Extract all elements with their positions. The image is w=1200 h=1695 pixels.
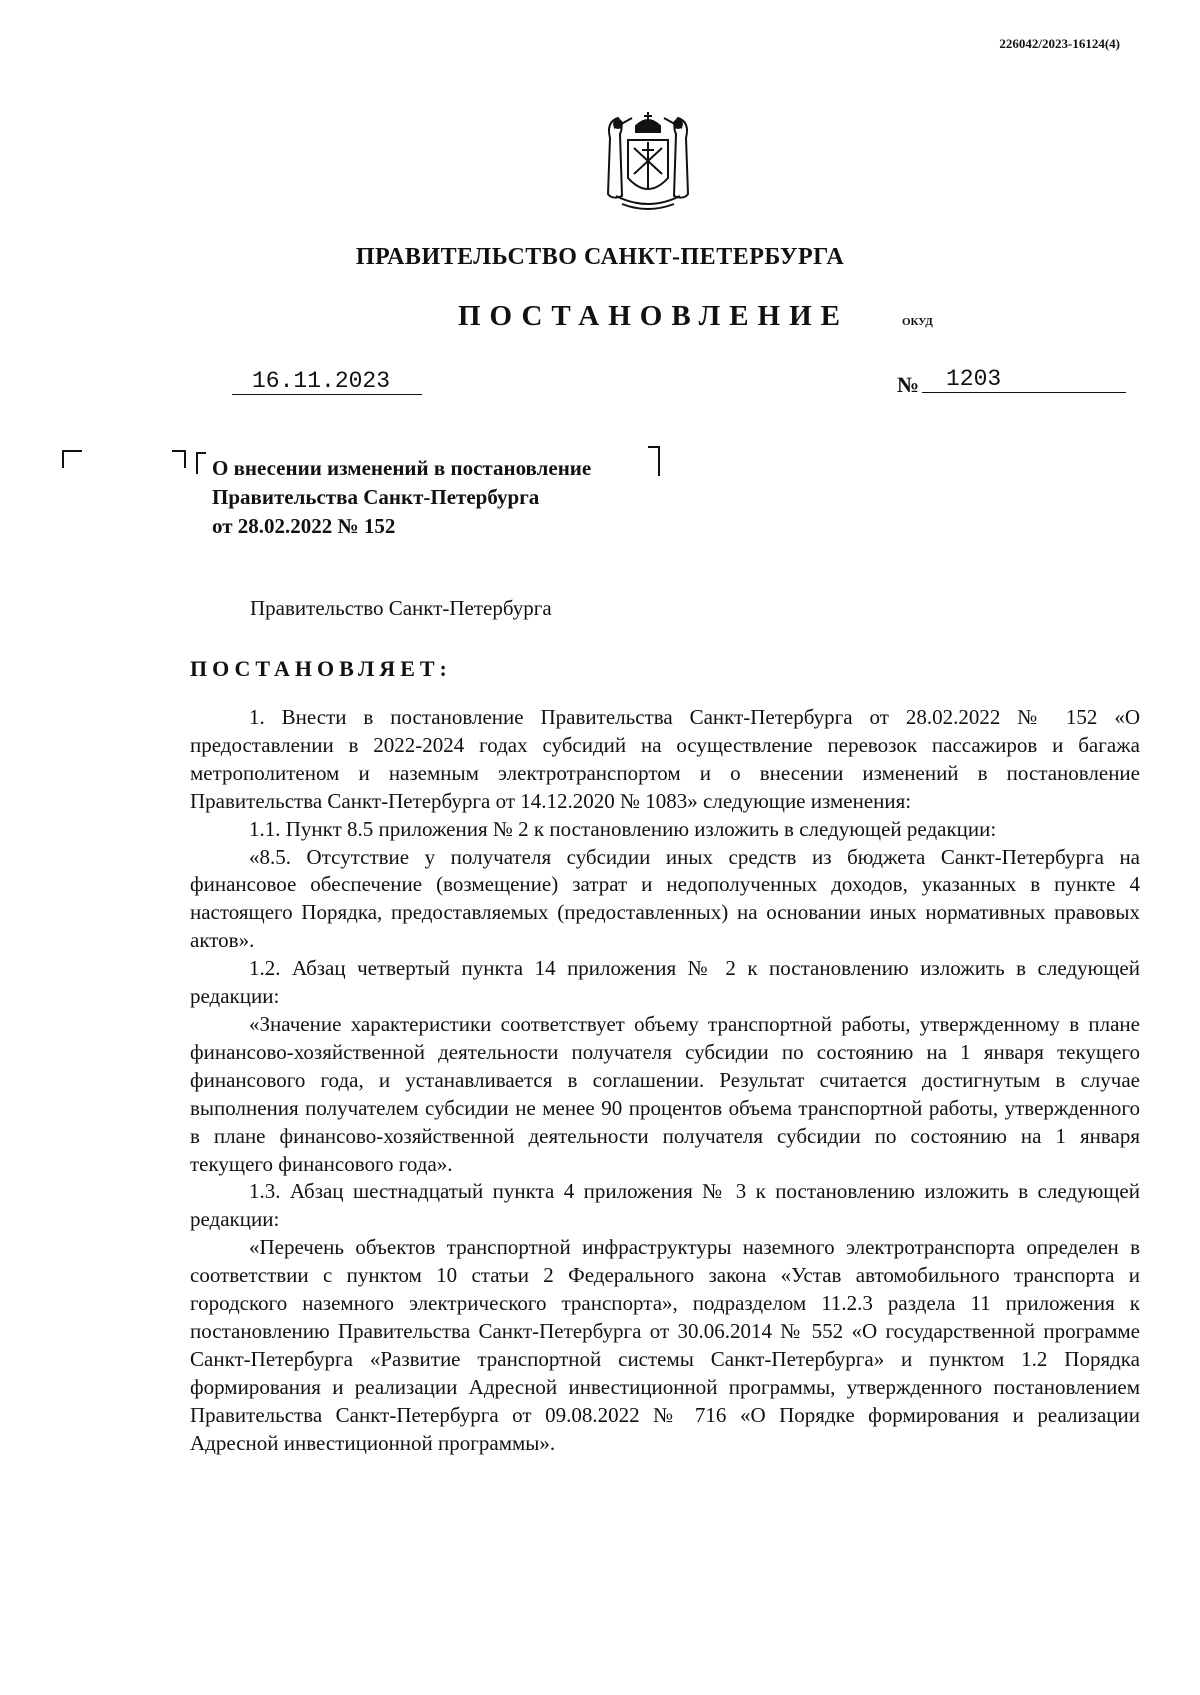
issuing-authority: ПРАВИТЕЛЬСТВО САНКТ-ПЕТЕРБУРГА [355, 244, 845, 270]
paragraph: 1.1. Пункт 8.5 приложения № 2 к постановлению изложить в следующей редакции: [249, 816, 997, 841]
paragraph: 1. Внести в постановление Правительства Санкт-Петербурга от 28.02.2022 № 152 «О предоставлении в 2022-2024 годах субсидий на осуществление перевозок пассажиров и багажа метрополитеном и наземным электротранспортом и о внесении изменений в постановление Правительства Санкт-Петербурга от 14.12.2020 № 1083» следующие изменения: [190, 705, 1140, 813]
document-date: 16.11.2023 [232, 368, 422, 395]
document-type-title: ПОСТАНОВЛЕНИЕ [458, 300, 850, 332]
paragraph: «Значение характеристики соответствует объему транспортной работы, утвержденному в плане финансово-хозяйственной деятельности получателя субсидии по состоянию на 1 января текущего финансового года, и устанавливается в соглашении. Результат считается достигнутым в случае выполнения получателем субсидии не менее 90 процентов объема транспортной работы, утвержденного в плане финансово-хозяйственной деятельности получателя субсидии по состоянию на 1 января текущего финансового года». [190, 1011, 1140, 1176]
left-corner-mark [62, 450, 82, 468]
subject-close-mark [648, 446, 660, 476]
coat-of-arms-icon [602, 108, 694, 212]
subject-line: Правительства Санкт-Петербурга [212, 485, 540, 509]
decree-heading: ПОСТАНОВЛЯЕТ: [190, 656, 452, 681]
preamble: Правительство Санкт-Петербурга [250, 596, 552, 620]
document-registration-id: 226042/2023-16124(4) [999, 36, 1120, 51]
document-number: 1203 [922, 366, 1126, 393]
subject-line: О внесении изменений в постановление [212, 456, 592, 480]
paragraph: «Перечень объектов транспортной инфраструктуры наземного электротранспорта определен в соответствии с пунктом 10 статьи 2 Федерального закона «Устав автомобильного транспорта и городского наземного электрического транспорта», подразделом 11.2.3 раздела 11 приложения к постановлению Правительства Санкт-Петербурга от 30.06.2014 № 552 «О государственной программе Санкт-Петербурга «Развитие транспортной системы Санкт-Петербурга» и пунктом 1.2 Порядка формирования и реализации Адресной инвестиционной программы, утвержденного постановлением Правительства Санкт-Петербурга от 09.08.2022 № 716 «О Порядке формирования и реализации Адресной инвестиционной программы». [190, 1235, 1140, 1455]
subject-line: от 28.02.2022 № 152 [212, 514, 396, 538]
document-body [190, 704, 1140, 1457]
paragraph: «8.5. Отсутствие у получателя субсидии иных средств из бюджета Санкт-Петербурга на финансовое обеспечение (возмещение) затрат и недополученных доходов, указанных в пункте 4 настоящего Порядка, предоставляемых (предоставленных) на основании иных нормативных правовых актов». [190, 844, 1140, 953]
document-subject [212, 454, 591, 541]
paragraph: 1.2. Абзац четвертый пункта 14 приложения № 2 к постановлению изложить в следующей редакции: [190, 956, 1140, 1009]
okud-label: ОКУД [902, 316, 933, 328]
left-bracket-mark [172, 450, 186, 468]
subject-open-mark [196, 452, 206, 474]
paragraph: 1.3. Абзац шестнадцатый пункта 4 приложения № 3 к постановлению изложить в следующей редакции: [190, 1179, 1140, 1232]
number-sign: № [897, 372, 920, 397]
